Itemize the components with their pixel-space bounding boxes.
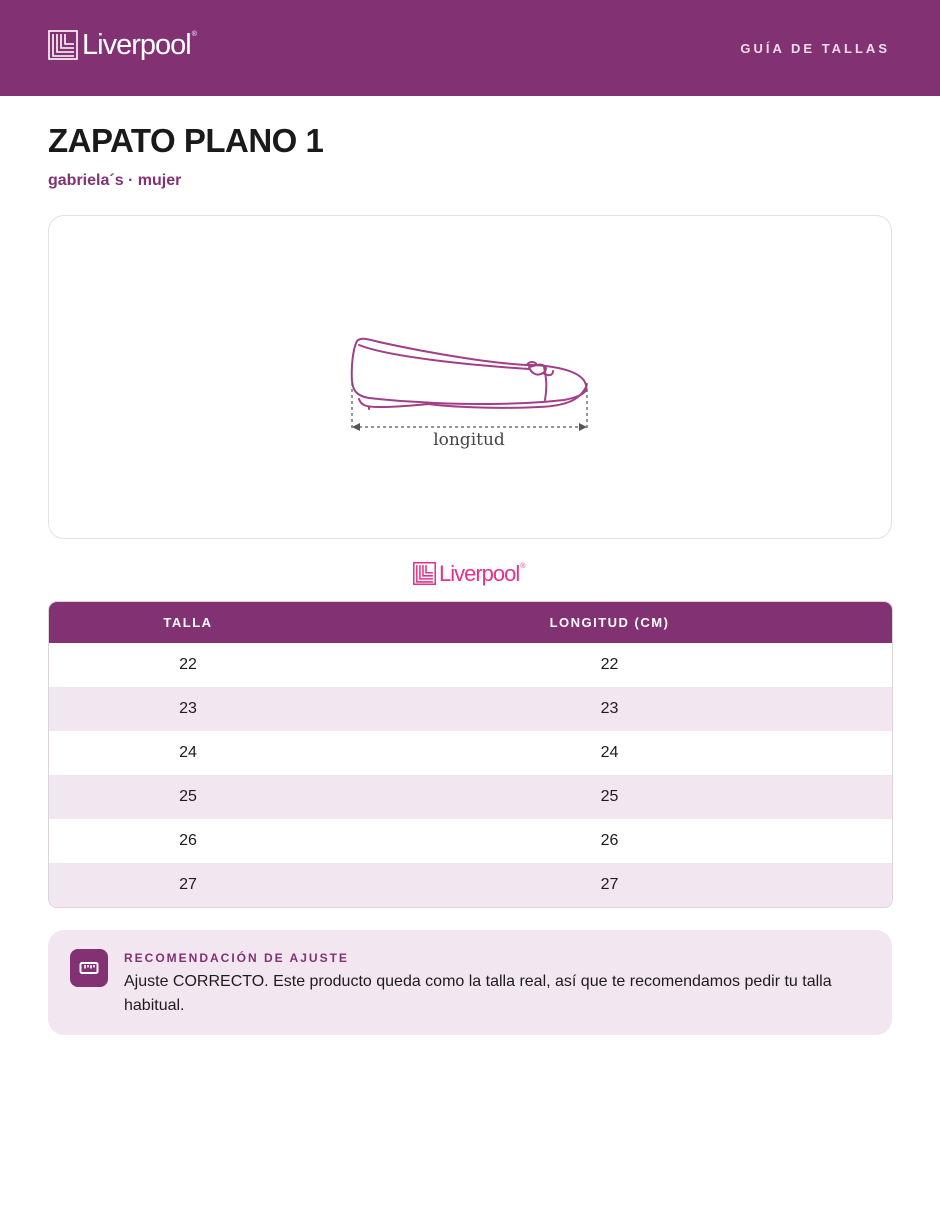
fit-recommendation-card: [48, 930, 892, 1035]
liverpool-logo-mark-icon: [413, 562, 436, 585]
table-header-row: [49, 602, 892, 643]
length-cell: 22: [600, 656, 619, 673]
length-cell: 24: [600, 744, 619, 761]
size-table: [48, 601, 893, 908]
table-row: [49, 863, 892, 907]
length-cell: 23: [327, 687, 892, 731]
recommendation-text: Ajuste CORRECTO. Este producto queda como la talla real, así que te recomendamos pedir tu talla habitual.: [124, 973, 832, 1014]
measurement-figure-card: [48, 215, 892, 539]
size-cell: 27: [49, 863, 327, 907]
size-cell: 24: [179, 744, 197, 761]
table-row: [49, 643, 892, 687]
ruler-icon: [70, 949, 108, 987]
table-row: [49, 687, 892, 731]
header-bar: [0, 0, 940, 96]
table-row: [49, 775, 892, 819]
size-guide-label: GUÍA DE TALLAS: [740, 41, 890, 56]
size-cell: 25: [49, 775, 327, 819]
table-row: [49, 731, 892, 775]
logo-wordmark: Liverpool®: [82, 28, 196, 61]
size-cell: 23: [49, 687, 327, 731]
length-cell: 26: [600, 832, 619, 849]
liverpool-brand-logo: [413, 562, 524, 585]
column-header-size: TALLA: [49, 602, 327, 643]
length-cell: 27: [327, 863, 892, 907]
page-title: ZAPATO PLANO 1: [48, 122, 324, 159]
logo-wordmark: Liverpool®: [439, 560, 525, 586]
table-row: [49, 819, 892, 863]
product-brand-subtitle: gabriela´s · mujer: [48, 172, 182, 189]
ballet-flat-shoe-icon: [339, 321, 601, 441]
length-label: longitud: [433, 430, 505, 450]
column-header-length: LONGITUD (CM): [327, 602, 892, 643]
liverpool-logo-mark-icon: [48, 30, 78, 60]
length-cell: 25: [327, 775, 892, 819]
size-cell: 22: [179, 656, 197, 673]
liverpool-logo[interactable]: [48, 30, 196, 60]
recommendation-title: RECOMENDACIÓN DE AJUSTE: [124, 951, 349, 965]
size-cell: 26: [179, 832, 197, 849]
